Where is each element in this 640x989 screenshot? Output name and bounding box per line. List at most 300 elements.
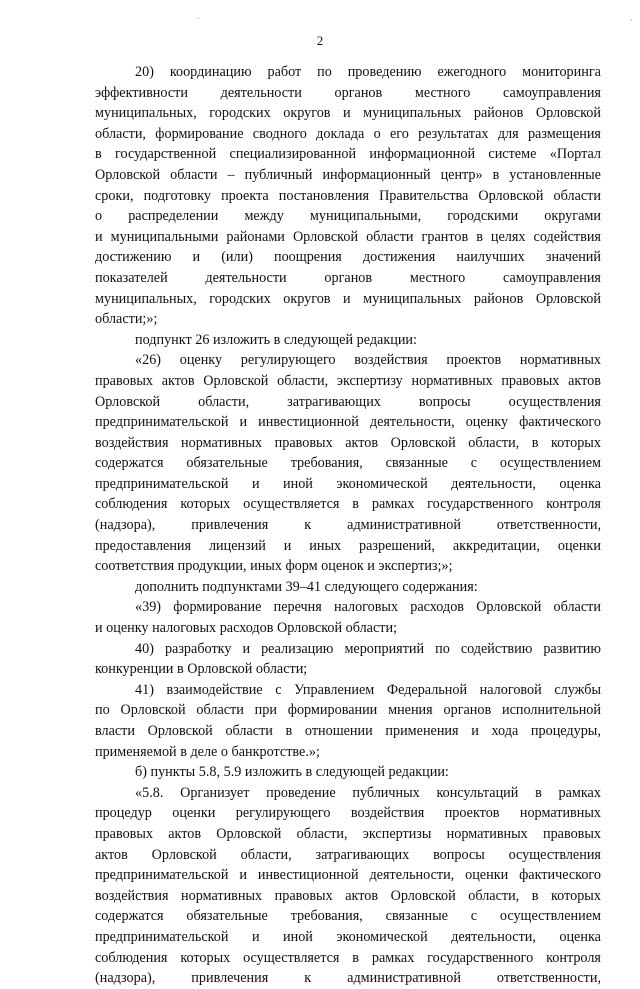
- word: области: [196, 702, 244, 719]
- word: правовых: [95, 372, 154, 389]
- word: местного: [414, 84, 471, 101]
- word: нормативных: [519, 805, 601, 822]
- word: соблюдения: [95, 496, 168, 513]
- word: Орловской: [390, 434, 456, 451]
- word: (или): [221, 249, 253, 266]
- word: о: [220, 743, 228, 760]
- word: и: [367, 558, 375, 575]
- text-line: [95, 330, 601, 351]
- word: содержания:: [402, 578, 478, 595]
- word: содействию: [460, 640, 533, 657]
- text-line: [95, 700, 601, 721]
- text-line: [95, 865, 601, 886]
- text-line: [95, 186, 601, 207]
- text-line: [95, 659, 601, 680]
- text-line: [95, 618, 601, 639]
- word: районов: [473, 290, 524, 307]
- scan-speck-2: ·: [630, 16, 633, 25]
- word: рамках: [371, 949, 415, 966]
- text-line: [95, 845, 601, 866]
- word: изложить: [244, 764, 302, 781]
- text-line: [95, 144, 601, 165]
- word: деятельности: [205, 269, 287, 286]
- word: затрагивающих: [315, 846, 410, 863]
- word: службы: [554, 681, 601, 698]
- word: муниципальных,: [95, 290, 197, 307]
- word: Орловской: [95, 166, 161, 183]
- word: работ: [267, 64, 302, 80]
- text-line: [95, 886, 601, 907]
- word: Организует: [180, 784, 250, 801]
- word: развитию: [543, 640, 601, 657]
- word: проектов: [444, 805, 500, 822]
- word: ответственности,: [496, 970, 601, 987]
- word: правовых: [95, 825, 154, 842]
- word: связанные: [385, 455, 448, 472]
- word: налоговой: [479, 681, 542, 698]
- word: дополнить: [135, 578, 199, 595]
- word: (надзора),: [95, 970, 156, 987]
- word: публичный: [244, 166, 313, 183]
- word: координацию: [169, 64, 252, 80]
- word: в: [352, 496, 359, 513]
- word: Орловской: [276, 620, 343, 637]
- word: муниципальными: [110, 228, 219, 245]
- word: –: [227, 166, 235, 183]
- word: с: [275, 681, 282, 698]
- text-line: [95, 556, 601, 577]
- word: области,: [468, 434, 520, 451]
- word: наилучших: [456, 249, 525, 266]
- word: деятельности,: [369, 867, 455, 884]
- word: Орловской: [292, 228, 359, 245]
- word: осуществляется: [243, 949, 340, 966]
- word: центр»: [440, 166, 483, 183]
- word: административной: [347, 517, 461, 534]
- text-line: [95, 494, 601, 515]
- word: государственного: [427, 949, 534, 966]
- word: 41): [135, 681, 154, 698]
- word: округов: [283, 290, 331, 307]
- word: правовых: [274, 887, 333, 904]
- word: правовых: [274, 434, 333, 451]
- word: в: [285, 723, 293, 739]
- word: применения: [385, 723, 459, 739]
- word: оценка: [559, 928, 601, 945]
- word: муниципальными,: [309, 208, 422, 225]
- word: распределении: [128, 208, 219, 225]
- text-line: [95, 83, 601, 104]
- word: актов: [95, 846, 128, 863]
- text-line: [95, 289, 601, 310]
- word: ответственности,: [496, 517, 601, 534]
- word: оценки: [172, 805, 216, 822]
- word: Орловской: [95, 393, 161, 410]
- word: между: [244, 208, 284, 225]
- word: экспертизу: [336, 372, 403, 389]
- word: с: [470, 455, 478, 472]
- text-line: [95, 247, 601, 268]
- word: пункты: [150, 764, 196, 781]
- word: в: [531, 434, 539, 451]
- word: о: [95, 208, 103, 225]
- word: налоговых: [152, 620, 217, 637]
- word: б): [135, 764, 147, 781]
- text-line: [95, 680, 601, 701]
- word: деятельности: [220, 84, 302, 101]
- word: публичных: [352, 784, 420, 801]
- word: содержатся: [95, 908, 164, 925]
- word: в: [535, 784, 542, 801]
- word: «Портал: [549, 146, 601, 163]
- word: грантов: [421, 228, 469, 245]
- word: области,: [240, 846, 292, 863]
- text-line: [95, 968, 601, 989]
- word: и: [192, 249, 201, 266]
- word: соблюдения: [95, 949, 168, 966]
- text-line: [95, 906, 601, 927]
- text-line: [95, 824, 601, 845]
- word: мероприятий: [344, 640, 425, 657]
- word: затрагивающих: [287, 393, 381, 410]
- word: разработку: [164, 640, 232, 657]
- word: и: [343, 290, 351, 307]
- word: 40): [135, 640, 154, 657]
- word: области,: [277, 372, 329, 389]
- word: соответствия: [95, 558, 175, 575]
- word: о: [373, 125, 381, 142]
- word: и: [251, 928, 260, 945]
- word: экспертиз;»;: [378, 558, 453, 575]
- word: доклада: [316, 125, 365, 142]
- word: проекта: [221, 187, 269, 204]
- word: результатах: [418, 125, 489, 142]
- text-line: [95, 721, 601, 742]
- word: осуществлением: [499, 908, 601, 925]
- word: иных: [250, 558, 282, 575]
- word: вопросы: [433, 846, 485, 863]
- word: отношении: [304, 723, 373, 739]
- word: банкротстве.»;: [231, 743, 320, 760]
- word: требования,: [290, 908, 363, 925]
- word: в: [95, 146, 102, 163]
- word: предпринимательской: [95, 475, 229, 492]
- word: формировании: [287, 702, 378, 719]
- word: взаимодействие: [166, 681, 263, 698]
- word: деле: [190, 743, 218, 760]
- word: в: [476, 228, 483, 245]
- word: аккредитации,: [452, 537, 540, 554]
- word: муниципальных,: [95, 105, 197, 122]
- word: деятельности,: [451, 928, 536, 945]
- word: органов: [443, 702, 492, 719]
- word: привлечения: [191, 970, 269, 987]
- text-line: [95, 103, 601, 124]
- word: рамках: [558, 784, 601, 801]
- word: области: [553, 187, 601, 204]
- word: нормативных: [411, 372, 493, 389]
- word: связанные: [385, 908, 448, 925]
- word: следующего: [324, 578, 399, 595]
- text-line: [95, 227, 601, 248]
- word: власти: [95, 723, 135, 739]
- word: инвестиционной: [257, 867, 359, 884]
- word: Орловской: [476, 599, 542, 616]
- word: контроля: [546, 496, 601, 513]
- word: правовых: [501, 372, 560, 389]
- word: перечня: [273, 599, 322, 616]
- word: нормативных: [446, 825, 528, 842]
- word: консультаций: [436, 784, 519, 801]
- word: Орловской: [147, 723, 213, 739]
- word: правовых: [542, 825, 601, 842]
- word: проектов: [446, 352, 502, 369]
- word: сводного: [252, 125, 307, 142]
- word: области,: [198, 393, 250, 410]
- word: области;»;: [95, 311, 158, 328]
- text-line: [95, 474, 601, 495]
- text-line: [95, 536, 601, 557]
- word: установленные: [509, 166, 601, 183]
- word: актов: [161, 372, 195, 389]
- word: в: [492, 166, 500, 183]
- word: области,: [95, 125, 146, 142]
- text-line: [95, 350, 601, 371]
- word: инвестиционной: [258, 414, 359, 431]
- word: Федеральной: [386, 681, 468, 698]
- word: рамках: [371, 496, 415, 513]
- word: и: [242, 640, 251, 657]
- word: осуществления: [508, 846, 601, 863]
- word: области;: [345, 620, 398, 637]
- text-line: [95, 392, 601, 413]
- word: органов: [324, 269, 373, 286]
- word: и: [239, 867, 247, 884]
- word: воздействия: [95, 434, 169, 451]
- word: специализированной: [229, 146, 357, 163]
- word: самоуправления: [502, 269, 601, 286]
- word: редакции:: [388, 764, 449, 781]
- text-line: [95, 433, 601, 454]
- word: Орловской: [390, 887, 456, 904]
- word: оценку: [179, 352, 223, 369]
- word: реализацию: [261, 640, 334, 657]
- text-line: [95, 309, 601, 330]
- text-line: [95, 206, 601, 227]
- word: самоуправления: [502, 84, 601, 101]
- word: по: [317, 64, 332, 80]
- word: Орловской: [478, 187, 544, 204]
- word: и: [239, 414, 248, 431]
- word: оценку: [106, 620, 149, 637]
- word: к: [304, 970, 312, 987]
- word: следующей: [315, 764, 385, 781]
- word: разрешений,: [359, 537, 435, 554]
- word: подпункт: [135, 331, 192, 348]
- text-line: [95, 268, 601, 289]
- text-line: [95, 577, 601, 598]
- word: Орловской: [151, 846, 217, 863]
- word: экспертизы: [362, 825, 432, 842]
- word: воздействия: [354, 352, 428, 369]
- word: иной: [283, 475, 313, 492]
- word: информационной: [369, 146, 476, 163]
- word: и: [283, 537, 292, 554]
- word: его: [389, 125, 409, 142]
- word: городских: [209, 290, 271, 307]
- text-line: [95, 742, 601, 763]
- word: поощрения: [274, 249, 342, 266]
- word: эффективности: [95, 84, 188, 101]
- text-line: [95, 597, 601, 618]
- text-line: [95, 927, 601, 948]
- word: обязательные: [186, 455, 268, 472]
- word: государственного: [427, 496, 534, 513]
- word: Орловской: [535, 290, 601, 307]
- word: (надзора),: [95, 517, 156, 534]
- word: которых: [551, 434, 601, 451]
- word: государственной: [115, 146, 217, 163]
- word: по: [435, 640, 450, 657]
- text-line: [95, 412, 601, 433]
- word: регулирующего: [240, 352, 336, 369]
- word: расходов: [219, 620, 274, 637]
- text-line: [95, 453, 601, 474]
- word: органов: [334, 84, 383, 101]
- word: в: [273, 331, 281, 348]
- text-line: [95, 124, 601, 145]
- word: фактического: [519, 867, 601, 884]
- word: осуществлением: [499, 455, 601, 472]
- text-line: [95, 62, 601, 83]
- word: в: [180, 743, 187, 760]
- word: формирование: [155, 125, 244, 142]
- word: содействия: [533, 228, 601, 245]
- word: предпринимательской: [95, 867, 229, 884]
- word: оценка: [559, 475, 601, 492]
- text-line: [95, 803, 601, 824]
- word: изложить: [212, 331, 271, 348]
- word: области;: [255, 661, 308, 678]
- word: для: [497, 125, 519, 142]
- word: сроки,: [95, 187, 134, 204]
- word: достижения: [362, 249, 436, 266]
- word: подпунктами: [202, 578, 283, 595]
- word: обязательные: [186, 908, 268, 925]
- word: регулирующего: [235, 805, 331, 822]
- word: воздействия: [350, 805, 425, 822]
- document-body: [95, 62, 601, 989]
- text-line: [95, 515, 601, 536]
- word: Орловской: [120, 702, 186, 719]
- word: осуществляется: [243, 496, 340, 513]
- word: области,: [468, 887, 520, 904]
- word: Орловской: [203, 372, 269, 389]
- word: 26: [195, 331, 210, 348]
- word: городских: [209, 105, 271, 122]
- word: области: [170, 166, 218, 183]
- word: области,: [296, 825, 348, 842]
- word: области: [553, 599, 601, 616]
- word: экономической: [336, 928, 428, 945]
- text-line: [95, 948, 601, 969]
- word: Орловской: [535, 105, 601, 122]
- word: муниципальных: [363, 105, 462, 122]
- word: 20): [135, 64, 154, 80]
- text-line: [95, 165, 601, 186]
- word: Орловской: [187, 661, 253, 678]
- word: области: [366, 228, 414, 245]
- word: исполнительной: [502, 702, 601, 719]
- word: округов: [283, 105, 331, 122]
- word: показателей: [95, 269, 168, 286]
- text-line: [95, 783, 601, 804]
- word: актов: [568, 372, 601, 389]
- word: в: [352, 949, 359, 966]
- word: лицензий: [208, 537, 266, 554]
- word: Управлением: [294, 681, 375, 698]
- word: и: [471, 723, 479, 739]
- word: административной: [347, 970, 461, 987]
- word: деятельности,: [451, 475, 536, 492]
- word: актов: [345, 887, 379, 904]
- word: оценки: [557, 537, 601, 554]
- word: которых: [180, 949, 231, 966]
- word: в: [531, 887, 539, 904]
- word: Правительства: [379, 187, 469, 204]
- word: в: [176, 661, 184, 678]
- word: достижению: [95, 249, 172, 266]
- word: 5.8,: [198, 764, 221, 781]
- word: предпринимательской: [95, 414, 229, 431]
- word: мнения: [388, 702, 433, 719]
- word: области: [225, 723, 273, 739]
- word: значений: [545, 249, 601, 266]
- word: конкуренции: [95, 661, 174, 678]
- word: контроля: [546, 949, 601, 966]
- word: «39): [135, 599, 162, 616]
- word: целях: [490, 228, 526, 245]
- word: предоставления: [95, 537, 192, 554]
- word: 39–41: [285, 578, 322, 595]
- word: следующей: [283, 331, 354, 348]
- word: нормативных: [181, 887, 263, 904]
- word: оценку: [465, 414, 509, 431]
- word: редакции:: [356, 331, 417, 348]
- word: иных: [309, 537, 342, 554]
- word: требования,: [290, 455, 363, 472]
- word: к: [304, 517, 312, 534]
- word: налоговых: [333, 599, 399, 616]
- word: экономической: [336, 475, 428, 492]
- word: ежегодного: [437, 64, 507, 80]
- word: постановления: [278, 187, 370, 204]
- word: мониторинга: [522, 64, 601, 80]
- word: продукции,: [177, 558, 247, 575]
- scan-speck-1: ·: [197, 14, 200, 23]
- word: содержатся: [95, 455, 164, 472]
- word: которых: [551, 887, 601, 904]
- word: нормативных: [519, 352, 601, 369]
- word: и: [251, 475, 260, 492]
- word: воздействия: [95, 887, 169, 904]
- word: оценок: [321, 558, 364, 575]
- word: Орловской: [216, 825, 282, 842]
- word: актов: [168, 825, 202, 842]
- page-number: 2: [316, 33, 324, 48]
- word: в: [305, 764, 313, 781]
- word: и: [95, 620, 103, 637]
